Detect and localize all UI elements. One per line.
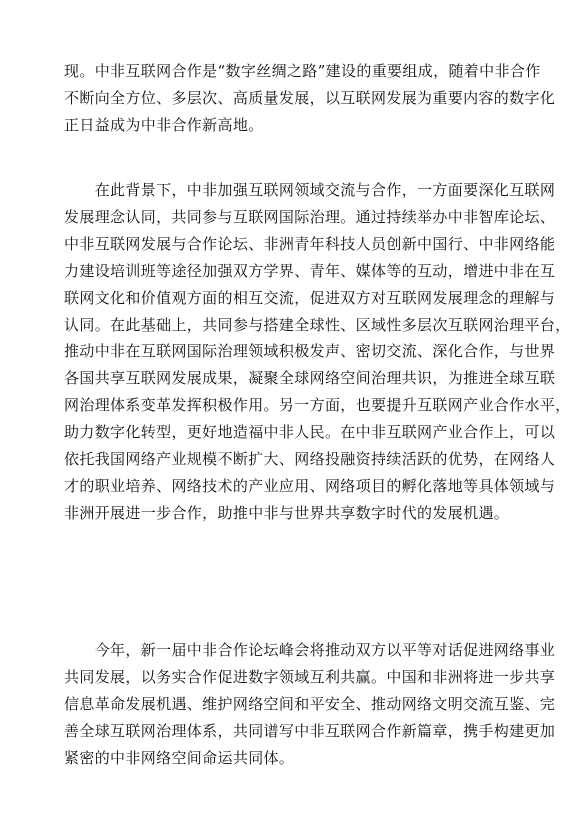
paragraph-3 [64,637,556,772]
text-line: 中非互联网发展与合作论坛、非洲青年科技人员创新中国行、中非网络能 [64,234,556,253]
text-line: 非洲开展进一步合作，助推中非与世界共享数字时代的发展机遇。 [64,503,510,522]
paragraph-2 [64,177,571,527]
text-line: 共同发展，以务实合作促进数字领域互利共赢。中国和非洲将进一步共享 [64,667,556,686]
text-line: 才的职业培养、网络技术的产业应用、网络项目的孵化落地等具体领域与 [64,476,556,495]
text-line: 认同。在此基础上，共同参与搭建全球性、区域性多层次互联网治理平台， [64,315,571,334]
text-line: 力建设培训班等途径加强双方学界、青年、媒体等的互动，增进中非在互 [64,261,556,280]
text-line: 发展理念认同，共同参与互联网国际治理。通过持续举办中非智库论坛、 [64,207,556,226]
text-line: 助力数字化转型，更好地造福中非人民。在中非互联网产业合作上，可以 [64,423,556,442]
text-line: 善全球互联网治理体系，共同谱写中非互联网合作新篇章，携手构建更加 [64,721,556,740]
text-line: 不断向全方位、多层次、高质量发展，以互联网发展为重要内容的数字化 [64,88,556,107]
text-line: 今年，新一届中非合作论坛峰会将推动双方以平等对话促进网络事业 [64,641,556,659]
text-line: 网治理体系变革发挥积极作用。另一方面，也要提升互联网产业合作水平， [64,396,571,415]
text-line: 紧密的中非网络空间命运共同体。 [64,748,295,767]
text-line: 联网文化和价值观方面的相互交流，促进双方对互联网发展理念的理解与 [64,288,556,307]
text-line: 正日益成为中非合作新高地。 [64,115,264,134]
text-line: 依托我国网络产业规模不断扩大、网络投融资持续活跃的优势，在网络人 [64,450,556,469]
text-line: 现。中非互联网合作是“数字丝绸之路”建设的重要组成，随着中非合作 [64,62,541,80]
text-line: 各国共享互联网发展成果，凝聚全球网络空间治理共识，为推进全球互联 [64,369,556,388]
text-line: 推动中非在互联网国际治理领域积极发声、密切交流、深化合作，与世界 [64,342,556,361]
text-line: 信息革命发展机遇、维护网络空间和平安全、推动网络文明交流互鉴、完 [64,694,556,713]
paragraph-1 [64,58,556,139]
text-line: 在此背景下，中非加强互联网领域交流与合作，一方面要深化互联网 [64,181,556,199]
